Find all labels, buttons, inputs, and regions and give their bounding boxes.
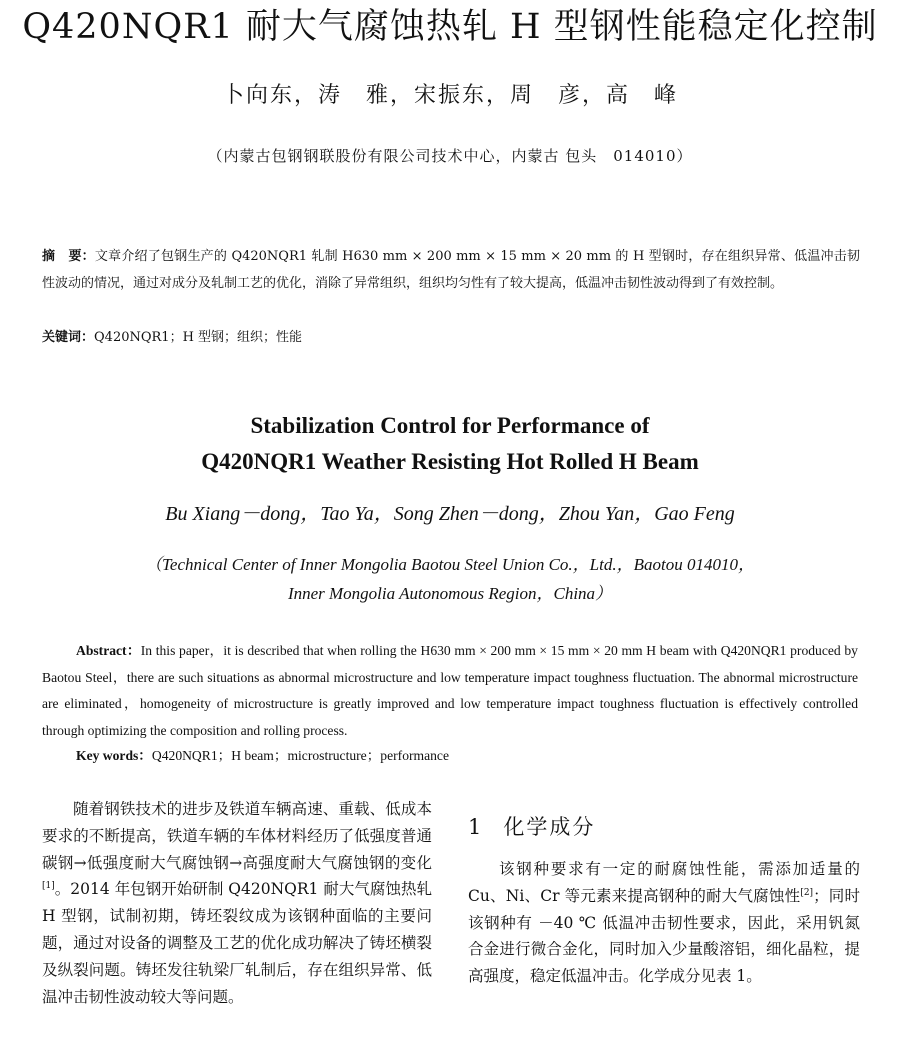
intro-text-part-1: 随着钢铁技术的进步及铁道车辆高速、重载、低成本要求的不断提高，铁道车辆的车体材料经历了低强度普通碳钢→低强度耐大气腐蚀钢→高强度耐大气腐蚀钢的变化	[42, 800, 432, 872]
english-title-line-2: Q420NQR1 Weather Resisting Hot Rolled H Beam	[201, 449, 699, 474]
chinese-keywords-label: 关键词：	[42, 330, 95, 345]
english-abstract-text: In this paper，it is described that when rolling the H630 mm × 200 mm × 15 mm × 20 mm H beam with Q420NQR1 produced by Baotou Steel，there are such situations as abnormal microstructure and low temperature impact toughness fluctuation. The abnormal microstructure are eliminated，homogeneity of microstructure is greatly improved and low temperature impact toughness fluctuation is effectively controlled through optimizing the composition and rolling process.	[42, 643, 858, 738]
chinese-affiliation: （内蒙古包钢钢联股份有限公司技术中心，内蒙古 包头 014010）	[207, 147, 693, 165]
intro-paragraph	[42, 796, 432, 1010]
citation-ref-2[interactable]: [2]	[800, 887, 814, 898]
chinese-title: Q420NQR1 耐大气腐蚀热轧 H 型钢性能稳定化控制	[22, 7, 878, 47]
english-abstract-label: Abstract：	[76, 643, 141, 658]
chinese-abstract-text: 文章介绍了包钢生产的 Q420NQR1 轧制 H630 mm × 200 mm × 15 mm × 20 mm 的 H 型钢时，存在组织异常、低温冲击韧性波动的情况，通过对成分及轧制工艺的优化，消除了异常组织，组织均匀性有了较大提高，低温冲击韧性波动得到了有效控制。	[42, 249, 860, 291]
english-authors: Bu Xiang－dong，Tao Ya，Song Zhen－dong，Zhou Yan，Gao Feng	[165, 503, 735, 525]
intro-text-part-2: 。2014 年包钢开始研制 Q420NQR1 耐大气腐蚀热轧 H 型钢，试制初期，铸坯裂纹成为该钢种面临的主要问题，通过对设备的调整及工艺的优化成功解决了铸坯横裂及纵裂问题。铸坯发往轨梁厂轧制后，存在组织异常、低温冲击韧性波动较大等问题。	[42, 880, 432, 1006]
section-1-paragraph	[468, 856, 860, 990]
english-affiliation	[0, 550, 900, 608]
section-1-title: 化学成分	[503, 815, 596, 839]
citation-ref-1[interactable]: [1]	[42, 881, 55, 892]
chinese-keywords-text: Q420NQR1；H 型钢；组织；性能	[94, 330, 303, 345]
chinese-authors: 卜向东，涛 雅，宋振东，周 彦，高 峰	[221, 83, 678, 108]
english-abstract	[42, 638, 858, 744]
english-affiliation-line-1: （Technical Center of Inner Mongolia Baotou Steel Union Co.，Ltd.，Baotou 014010，	[145, 555, 755, 574]
section-1	[468, 812, 860, 990]
chinese-abstract	[42, 243, 860, 297]
section-1-heading	[468, 812, 860, 842]
section-1-text-part-2: ；同时该钢种有 －40 ℃ 低温冲击韧性要求，因此，采用钒氮合金进行微合金化，同时加入少量酸溶铝，细化晶粒，提高强度，稳定低温冲击。化学成分见表 1。	[468, 886, 860, 986]
chinese-abstract-label: 摘 要：	[42, 249, 95, 264]
section-1-text-part-1: 该钢种要求有一定的耐腐蚀性能，需添加适量的 Cu、Ni、Cr 等元素来提高钢种的耐大气腐蚀性	[468, 860, 860, 905]
english-title	[0, 408, 900, 480]
english-keywords-label: Key words：	[76, 748, 152, 763]
english-keywords-text: Q420NQR1；H beam；microstructure；performance	[151, 748, 449, 763]
english-affiliation-line-2: Inner Mongolia Autonomous Region，China）	[287, 584, 613, 603]
english-keywords	[76, 743, 856, 769]
chinese-keywords	[42, 325, 860, 351]
english-title-line-1: Stabilization Control for Performance of	[250, 413, 650, 438]
section-1-number: 1	[468, 815, 484, 839]
